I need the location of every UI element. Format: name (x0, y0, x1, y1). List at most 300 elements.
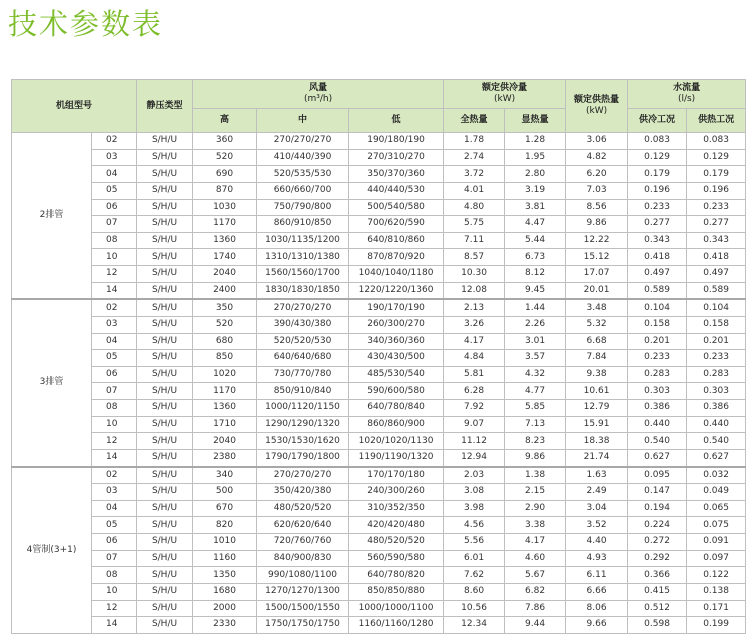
table-cell: 05 (92, 182, 137, 199)
table-cell: 1190/1190/1320 (349, 449, 444, 466)
header-airflow (193, 80, 444, 109)
table-cell: 260/300/270 (349, 316, 444, 333)
table-cell: 10.61 (566, 383, 628, 400)
table-cell: 0.095 (628, 467, 687, 484)
header-heating-condition: 供热工况 (687, 108, 746, 132)
table-cell: 0.627 (687, 449, 746, 466)
table-cell: 1.28 (505, 133, 566, 150)
table-cell: 14 (92, 449, 137, 466)
table-cell: 3.19 (505, 182, 566, 199)
table-row (12, 182, 746, 199)
table-cell: S/H/U (137, 484, 193, 501)
table-cell: 6.11 (566, 567, 628, 584)
table-cell: 8.23 (505, 433, 566, 450)
table-cell: 02 (92, 299, 137, 316)
table-row (12, 232, 746, 249)
table-cell: 340 (193, 467, 257, 484)
table-cell: S/H/U (137, 182, 193, 199)
table-cell: 1350 (193, 567, 257, 584)
header-cooling-unit: (kW) (493, 93, 516, 104)
table-row (12, 400, 746, 417)
table-cell: 410/440/390 (257, 149, 349, 166)
table-cell: 690 (193, 166, 257, 183)
table-row (12, 617, 746, 634)
header-cooling (444, 80, 566, 109)
header-total-heat: 全热量 (444, 108, 505, 132)
table-cell: 0.512 (628, 600, 687, 617)
table-cell: S/H/U (137, 366, 193, 383)
table-cell: 05 (92, 517, 137, 534)
table-cell: 7.92 (444, 400, 505, 417)
table-cell: 0.158 (687, 316, 746, 333)
table-cell: 520/535/530 (257, 166, 349, 183)
table-cell: 1310/1310/1380 (257, 249, 349, 266)
table-cell: 0.366 (628, 567, 687, 584)
table-cell: 0.083 (628, 133, 687, 150)
table-cell: 350 (193, 299, 257, 316)
table-cell: 2.15 (505, 484, 566, 501)
table-cell: 10.56 (444, 600, 505, 617)
table-cell: 1.44 (505, 299, 566, 316)
table-cell: 850/910/840 (257, 383, 349, 400)
table-cell: 4.93 (566, 550, 628, 567)
table-cell: 850/850/880 (349, 583, 444, 600)
table-cell: 1000/1120/1150 (257, 400, 349, 417)
table-cell: S/H/U (137, 299, 193, 316)
page-title: 技术参数表 (8, 7, 164, 41)
table-cell: S/H/U (137, 166, 193, 183)
table-cell: 190/180/190 (349, 133, 444, 150)
table-cell: 2380 (193, 449, 257, 466)
table-cell: S/H/U (137, 550, 193, 567)
table-cell: 990/1080/1100 (257, 567, 349, 584)
table-cell: 0.122 (687, 567, 746, 584)
table-row (12, 199, 746, 216)
table-cell: 1360 (193, 232, 257, 249)
table-cell: 360 (193, 133, 257, 150)
table-cell: 2.74 (444, 149, 505, 166)
table-row (12, 366, 746, 383)
table-cell: 10 (92, 416, 137, 433)
table-cell: 4.77 (505, 383, 566, 400)
table-cell: 5.32 (566, 316, 628, 333)
table-cell: 0.386 (687, 400, 746, 417)
table-cell: 03 (92, 316, 137, 333)
table-cell: 8.06 (566, 600, 628, 617)
table-row (12, 433, 746, 450)
table-cell: 9.45 (505, 282, 566, 299)
table-cell: 3.52 (566, 517, 628, 534)
table-cell: 2400 (193, 282, 257, 299)
table-cell: 0.343 (628, 232, 687, 249)
table-cell: 0.303 (687, 383, 746, 400)
table-cell: 730/770/780 (257, 366, 349, 383)
table-cell: 12 (92, 433, 137, 450)
table-cell: 6.66 (566, 583, 628, 600)
table-cell: 10 (92, 249, 137, 266)
table-cell: 5.85 (505, 400, 566, 417)
table-row (12, 550, 746, 567)
header-model: 机组型号 (12, 80, 137, 133)
table-cell: 0.418 (687, 249, 746, 266)
table-cell: S/H/U (137, 232, 193, 249)
table-cell: 1360 (193, 400, 257, 417)
table-cell: 6.20 (566, 166, 628, 183)
table-cell: 1.38 (505, 467, 566, 484)
header-heating-label: 额定供热量 (574, 95, 620, 105)
table-cell: 420/420/480 (349, 517, 444, 534)
table-cell: 1560/1560/1700 (257, 266, 349, 283)
table-cell: S/H/U (137, 199, 193, 216)
table-cell: 0.343 (687, 232, 746, 249)
table-cell: 3.38 (505, 517, 566, 534)
table-cell: 860/910/850 (257, 216, 349, 233)
group-label: 3排管 (12, 299, 92, 466)
table-cell: S/H/U (137, 333, 193, 350)
table-cell: 1.63 (566, 467, 628, 484)
table-row (12, 133, 746, 150)
table-cell: 0.303 (628, 383, 687, 400)
table-cell: 12.94 (444, 449, 505, 466)
table-cell: S/H/U (137, 316, 193, 333)
table-row (12, 517, 746, 534)
table-cell: 3.26 (444, 316, 505, 333)
table-cell: 9.86 (505, 449, 566, 466)
table-cell: 1040/1040/1180 (349, 266, 444, 283)
table-cell: 2.80 (505, 166, 566, 183)
table-cell: 2330 (193, 617, 257, 634)
table-cell: S/H/U (137, 600, 193, 617)
table-cell: 270/310/270 (349, 149, 444, 166)
header-cooling-condition: 供冷工况 (628, 108, 687, 132)
table-cell: 9.44 (505, 617, 566, 634)
table-cell: 485/530/540 (349, 366, 444, 383)
table-cell: 1790/1790/1800 (257, 449, 349, 466)
table-cell: S/H/U (137, 467, 193, 484)
header-water-unit: (l/s) (677, 93, 696, 104)
table-cell: 270/270/270 (257, 467, 349, 484)
table-cell: S/H/U (137, 149, 193, 166)
table-cell: 520 (193, 316, 257, 333)
table-cell: 4.01 (444, 182, 505, 199)
table-cell: 0.083 (687, 133, 746, 150)
table-cell: 7.11 (444, 232, 505, 249)
table-cell: 4.84 (444, 350, 505, 367)
table-cell: 860/860/900 (349, 416, 444, 433)
table-cell: 3.06 (566, 133, 628, 150)
table-cell: 3.48 (566, 299, 628, 316)
table-cell: 480/520/520 (349, 534, 444, 551)
table-cell: S/H/U (137, 517, 193, 534)
table-cell: S/H/U (137, 534, 193, 551)
table-cell: 04 (92, 500, 137, 517)
table-cell: 8.56 (566, 199, 628, 216)
table-cell: 4.82 (566, 149, 628, 166)
table-cell: 0.179 (687, 166, 746, 183)
table-cell: 0.196 (628, 182, 687, 199)
table-cell: 0.386 (628, 400, 687, 417)
table-row (12, 299, 746, 316)
table-cell: 850 (193, 350, 257, 367)
table-row (12, 333, 746, 350)
table-cell: 700/620/590 (349, 216, 444, 233)
table-cell: 310/352/350 (349, 500, 444, 517)
table-cell: 560/590/580 (349, 550, 444, 567)
table-cell: S/H/U (137, 249, 193, 266)
table-cell: 1740 (193, 249, 257, 266)
table-cell: 390/430/380 (257, 316, 349, 333)
table-cell: 7.84 (566, 350, 628, 367)
table-row (12, 216, 746, 233)
table-cell: 520 (193, 149, 257, 166)
table-row (12, 600, 746, 617)
table-cell: 04 (92, 333, 137, 350)
table-cell: 750/790/800 (257, 199, 349, 216)
table-cell: 190/170/190 (349, 299, 444, 316)
table-cell: 0.075 (687, 517, 746, 534)
table-cell: 0.277 (628, 216, 687, 233)
table-cell: S/H/U (137, 383, 193, 400)
table-cell: 02 (92, 467, 137, 484)
table-cell: 4.32 (505, 366, 566, 383)
table-header (12, 80, 746, 133)
table-cell: 6.01 (444, 550, 505, 567)
header-airflow-label: 风量 (309, 82, 328, 93)
table-cell: 720/760/760 (257, 534, 349, 551)
table-row (12, 249, 746, 266)
table-cell: 4.17 (505, 534, 566, 551)
table-cell: 840/900/830 (257, 550, 349, 567)
table-cell: 0.129 (628, 149, 687, 166)
table-cell: 1170 (193, 216, 257, 233)
table-cell: 9.38 (566, 366, 628, 383)
table-cell: 0.129 (687, 149, 746, 166)
table-cell: 4.80 (444, 199, 505, 216)
table-cell: 670 (193, 500, 257, 517)
table-cell: S/H/U (137, 416, 193, 433)
table-cell: 0.196 (687, 182, 746, 199)
table-cell: 1270/1270/1300 (257, 583, 349, 600)
table-cell: 3.81 (505, 199, 566, 216)
table-cell: 0.104 (687, 299, 746, 316)
table-cell: 0.627 (628, 449, 687, 466)
table-cell: 1220/1220/1360 (349, 282, 444, 299)
table-cell: 0.158 (628, 316, 687, 333)
table-cell: 4.47 (505, 216, 566, 233)
table-cell: 4.40 (566, 534, 628, 551)
table-cell: 08 (92, 567, 137, 584)
table-cell: 0.233 (628, 199, 687, 216)
table-cell: 1160/1160/1280 (349, 617, 444, 634)
table-cell: 1030 (193, 199, 257, 216)
table-cell: 10.30 (444, 266, 505, 283)
table-cell: 500/540/580 (349, 199, 444, 216)
table-cell: 5.44 (505, 232, 566, 249)
table-cell: 440/440/530 (349, 182, 444, 199)
table-cell: 0.497 (687, 266, 746, 283)
table-cell: 620/620/640 (257, 517, 349, 534)
table-cell: 430/430/500 (349, 350, 444, 367)
table-cell: 0.233 (687, 199, 746, 216)
table-cell: 0.097 (687, 550, 746, 567)
table-cell: 5.75 (444, 216, 505, 233)
table-row (12, 567, 746, 584)
table-cell: S/H/U (137, 500, 193, 517)
table-cell: 6.68 (566, 333, 628, 350)
header-high: 高 (193, 108, 257, 132)
table-cell: S/H/U (137, 567, 193, 584)
table-cell: 7.62 (444, 567, 505, 584)
table-cell: 640/810/860 (349, 232, 444, 249)
table-cell: 9.86 (566, 216, 628, 233)
table-cell: 3.04 (566, 500, 628, 517)
table-cell: 170/170/180 (349, 467, 444, 484)
group-label: 4管制(3+1) (12, 467, 92, 634)
table-cell: 04 (92, 166, 137, 183)
header-low: 低 (349, 108, 444, 132)
table-row (12, 484, 746, 501)
table-row (12, 534, 746, 551)
table-cell: 1000/1000/1100 (349, 600, 444, 617)
table-cell: 0.201 (687, 333, 746, 350)
table-cell: 21.74 (566, 449, 628, 466)
table-cell: 2040 (193, 266, 257, 283)
table-row (12, 149, 746, 166)
table-cell: 0.179 (628, 166, 687, 183)
table-cell: 08 (92, 400, 137, 417)
table-cell: 1160 (193, 550, 257, 567)
group-label: 2排管 (12, 133, 92, 300)
table-cell: 0.418 (628, 249, 687, 266)
table-cell: 0.283 (628, 366, 687, 383)
table-cell: 12 (92, 600, 137, 617)
table-row (12, 500, 746, 517)
table-cell: 0.147 (628, 484, 687, 501)
table-cell: 0.415 (628, 583, 687, 600)
table-cell: 0.540 (687, 433, 746, 450)
table-cell: 680 (193, 333, 257, 350)
table-row (12, 316, 746, 333)
table-cell: 0.138 (687, 583, 746, 600)
table-cell: S/H/U (137, 282, 193, 299)
table-cell: 20.01 (566, 282, 628, 299)
table-cell: 0.065 (687, 500, 746, 517)
table-cell: S/H/U (137, 400, 193, 417)
table-cell: 1290/1290/1320 (257, 416, 349, 433)
table-cell: S/H/U (137, 449, 193, 466)
table-cell: 640/640/680 (257, 350, 349, 367)
table-cell: S/H/U (137, 617, 193, 634)
table-cell: 4.60 (505, 550, 566, 567)
table-cell: 10 (92, 583, 137, 600)
table-cell: 640/780/820 (349, 567, 444, 584)
table-cell: 6.82 (505, 583, 566, 600)
table-cell: 1170 (193, 383, 257, 400)
table-cell: 3.08 (444, 484, 505, 501)
table-cell: 07 (92, 550, 137, 567)
table-cell: 820 (193, 517, 257, 534)
table-cell: 0.201 (628, 333, 687, 350)
table-cell: 1710 (193, 416, 257, 433)
header-cooling-label: 额定供冷量 (482, 82, 528, 93)
table-cell: 4.56 (444, 517, 505, 534)
table-cell: 4.17 (444, 333, 505, 350)
table-cell: 1.78 (444, 133, 505, 150)
table-cell: 5.67 (505, 567, 566, 584)
header-heating-unit: (kW) (585, 106, 608, 116)
table-body (12, 133, 746, 634)
table-cell: 07 (92, 383, 137, 400)
table-row (12, 583, 746, 600)
table-cell: 0.194 (628, 500, 687, 517)
table-cell: 3.57 (505, 350, 566, 367)
table-cell: 12.08 (444, 282, 505, 299)
table-cell: 14 (92, 282, 137, 299)
table-cell: 2000 (193, 600, 257, 617)
table-cell: S/H/U (137, 216, 193, 233)
table-cell: 17.07 (566, 266, 628, 283)
table-cell: 0.589 (687, 282, 746, 299)
table-cell: 0.272 (628, 534, 687, 551)
table-cell: 2040 (193, 433, 257, 450)
table-cell: S/H/U (137, 583, 193, 600)
table-cell: 270/270/270 (257, 299, 349, 316)
table-cell: 02 (92, 133, 137, 150)
table-cell: 3.72 (444, 166, 505, 183)
table-cell: 2.26 (505, 316, 566, 333)
table-cell: 0.292 (628, 550, 687, 567)
header-mid: 中 (257, 108, 349, 132)
table-cell: 500 (193, 484, 257, 501)
table-cell: 1010 (193, 534, 257, 551)
table-cell: 0.283 (687, 366, 746, 383)
table-cell: 0.598 (628, 617, 687, 634)
table-row (12, 467, 746, 484)
table-cell: 520/520/530 (257, 333, 349, 350)
header-sensible-heat: 显热量 (505, 108, 566, 132)
table-cell: 06 (92, 366, 137, 383)
table-cell: 350/420/380 (257, 484, 349, 501)
table-cell: 1030/1135/1200 (257, 232, 349, 249)
table-cell: S/H/U (137, 433, 193, 450)
table-cell: 0.224 (628, 517, 687, 534)
table-cell: 0.440 (687, 416, 746, 433)
table-cell: 0.032 (687, 467, 746, 484)
table-cell: 8.57 (444, 249, 505, 266)
table-cell: 1020/1020/1130 (349, 433, 444, 450)
table-row (12, 166, 746, 183)
table-cell: S/H/U (137, 350, 193, 367)
table-cell: 0.104 (628, 299, 687, 316)
header-heating (566, 80, 628, 133)
table-cell: 0.233 (687, 350, 746, 367)
table-cell: 270/270/270 (257, 133, 349, 150)
table-cell: 12.34 (444, 617, 505, 634)
table-cell: S/H/U (137, 266, 193, 283)
table-cell: 14 (92, 617, 137, 634)
table-cell: 2.03 (444, 467, 505, 484)
table-cell: 2.13 (444, 299, 505, 316)
table-cell: 15.91 (566, 416, 628, 433)
table-cell: 18.38 (566, 433, 628, 450)
table-cell: 240/300/260 (349, 484, 444, 501)
header-water-flow (628, 80, 746, 109)
table-cell: 12.22 (566, 232, 628, 249)
table-cell: 1750/1750/1750 (257, 617, 349, 634)
table-cell: 03 (92, 149, 137, 166)
table-cell: 7.13 (505, 416, 566, 433)
table-cell: 1680 (193, 583, 257, 600)
